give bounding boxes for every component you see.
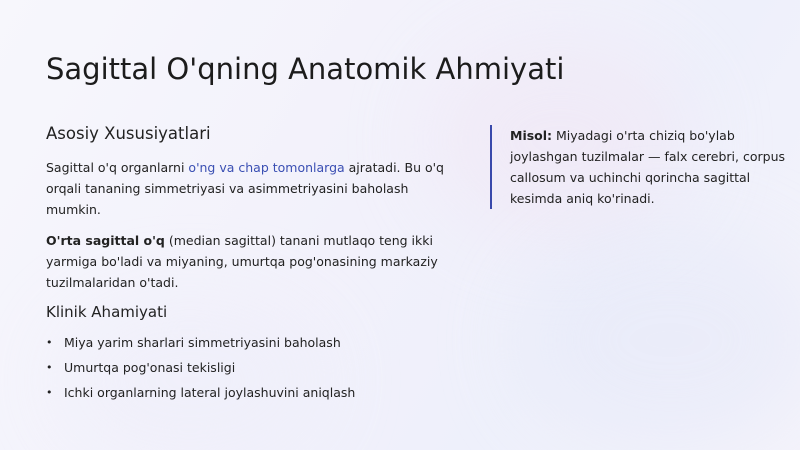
callout-label: Misol:: [510, 128, 553, 143]
main-content: [46, 124, 466, 410]
bold-term: O'rta sagittal o'q: [46, 233, 165, 248]
list-item-text: Ichki organlarning lateral joylashuvini aniqlash: [64, 385, 356, 400]
paragraph-text: Sagittal o'q organlarni: [46, 160, 189, 175]
list-item: [46, 360, 466, 376]
section-heading: Asosiy Xususiyatlari: [46, 124, 211, 143]
bullet-icon: •: [46, 336, 53, 349]
bullet-icon: •: [46, 386, 53, 399]
list-item-text: Umurtqa pog'onasi tekisligi: [64, 360, 236, 375]
example-callout: [490, 125, 800, 209]
subheading: Klinik Ahamiyati: [46, 303, 168, 321]
bullet-list: [46, 335, 466, 401]
paragraph-median: [46, 230, 466, 293]
bullet-icon: •: [46, 361, 53, 374]
paragraph-text: (median sagittal) tanani mutlaqo teng ikki yarmiga bo'ladi va miyaning, umurtqa pog'onasining markaziy tuzilmalaridan o'tadi.: [46, 233, 438, 290]
list-item: [46, 335, 466, 351]
paragraph-text: ajratadi. Bu o'q orqali tananing simmetriyasi va asimmetriyasini baholash mumkin.: [46, 160, 444, 217]
highlighted-text: o'ng va chap tomonlarga: [188, 160, 345, 175]
list-item-text: Miya yarim sharlari simmetriyasini baholash: [64, 335, 341, 350]
list-item: [46, 385, 466, 401]
callout-text: Miyadagi o'rta chiziq bo'ylab joylashgan tuzilmalar — falx cerebri, corpus callosum va uchinchi qorincha sagittal kesimda aniq ko'rinadi.: [510, 128, 786, 206]
slide-title: Sagittal O'qning Anatomik Ahmiyati: [46, 52, 565, 86]
paragraph-symmetry: [46, 157, 466, 220]
